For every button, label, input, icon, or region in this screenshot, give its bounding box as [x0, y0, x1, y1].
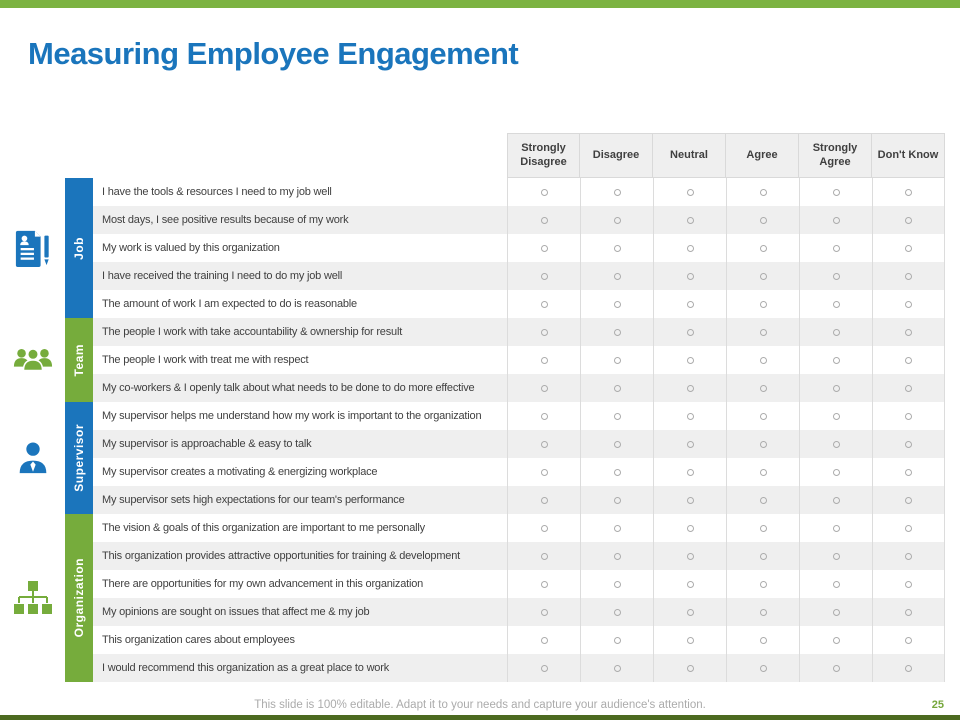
answer-cell — [653, 206, 726, 234]
answer-cell — [872, 598, 945, 626]
survey-group — [0, 402, 945, 514]
answer-cell — [653, 318, 726, 346]
answer-cell — [799, 318, 872, 346]
answer-cell — [653, 514, 726, 542]
answer-cell — [872, 542, 945, 570]
radio-option[interactable] — [833, 581, 840, 588]
radio-option[interactable] — [905, 525, 912, 532]
answer-cell — [872, 374, 945, 402]
table-row — [93, 458, 945, 486]
question-text: My supervisor creates a motivating & energizing workplace — [102, 466, 378, 478]
radio-option[interactable] — [760, 329, 767, 336]
answer-cell — [507, 514, 580, 542]
answer-cell — [507, 206, 580, 234]
column-header: Disagree — [580, 133, 653, 178]
answer-cell — [580, 458, 653, 486]
radio-option[interactable] — [760, 357, 767, 364]
radio-option[interactable] — [905, 329, 912, 336]
answer-cell — [580, 626, 653, 654]
answer-cell — [799, 234, 872, 262]
answer-cell — [872, 234, 945, 262]
answer-cell — [507, 430, 580, 458]
answer-cell — [726, 262, 799, 290]
question-text: The people I work with treat me with respect — [102, 354, 309, 366]
answer-cell — [872, 206, 945, 234]
answer-cell — [726, 458, 799, 486]
group-icon-cell — [0, 178, 65, 318]
answer-cell — [799, 430, 872, 458]
radio-option[interactable] — [760, 273, 767, 280]
answer-cell — [653, 458, 726, 486]
answer-cell — [580, 262, 653, 290]
answer-cell — [726, 178, 799, 206]
question-text: There are opportunities for my own advancement in this organization — [102, 578, 424, 590]
radio-option[interactable] — [687, 357, 694, 364]
table-row — [93, 570, 945, 598]
question-text: My supervisor sets high expectations for our team's performance — [102, 494, 405, 506]
answer-cell — [872, 346, 945, 374]
column-header: Strongly Agree — [799, 133, 872, 178]
job-document-icon — [14, 228, 52, 268]
radio-option[interactable] — [905, 497, 912, 504]
radio-option[interactable] — [760, 609, 767, 616]
radio-option[interactable] — [614, 497, 621, 504]
radio-option[interactable] — [687, 413, 694, 420]
radio-option[interactable] — [614, 413, 621, 420]
group-rows — [93, 178, 945, 318]
answer-cell — [799, 178, 872, 206]
radio-option[interactable] — [541, 637, 548, 644]
table-row — [93, 514, 945, 542]
answer-cell — [580, 598, 653, 626]
radio-option[interactable] — [541, 525, 548, 532]
answer-cell — [726, 402, 799, 430]
answer-cell — [580, 430, 653, 458]
radio-option[interactable] — [833, 525, 840, 532]
radio-option[interactable] — [541, 385, 548, 392]
table-row — [93, 346, 945, 374]
table-row — [93, 486, 945, 514]
radio-option[interactable] — [760, 189, 767, 196]
radio-option[interactable] — [687, 553, 694, 560]
radio-option[interactable] — [760, 581, 767, 588]
radio-option[interactable] — [687, 637, 694, 644]
answer-cell — [872, 318, 945, 346]
answer-cell — [653, 486, 726, 514]
answer-cell — [726, 514, 799, 542]
answer-cell — [653, 570, 726, 598]
radio-option[interactable] — [905, 441, 912, 448]
radio-option[interactable] — [833, 329, 840, 336]
radio-option[interactable] — [687, 385, 694, 392]
table-row — [93, 402, 945, 430]
answer-cell — [872, 430, 945, 458]
radio-option[interactable] — [833, 553, 840, 560]
answer-cell — [653, 178, 726, 206]
radio-option[interactable] — [541, 189, 548, 196]
radio-option[interactable] — [833, 441, 840, 448]
radio-option[interactable] — [541, 497, 548, 504]
table-row — [93, 626, 945, 654]
answer-cell — [653, 374, 726, 402]
supervisor-person-icon — [17, 441, 49, 475]
organization-chart-icon — [13, 580, 53, 616]
answer-cell — [872, 290, 945, 318]
answer-cell — [872, 262, 945, 290]
answer-cell — [507, 318, 580, 346]
answer-cell — [799, 486, 872, 514]
table-row — [93, 542, 945, 570]
answer-cell — [580, 234, 653, 262]
radio-option[interactable] — [614, 301, 621, 308]
radio-option[interactable] — [541, 273, 548, 280]
radio-option[interactable] — [687, 525, 694, 532]
answer-cell — [653, 430, 726, 458]
group-band — [65, 178, 93, 318]
radio-option[interactable] — [687, 245, 694, 252]
group-label: Organization — [72, 558, 86, 638]
radio-option[interactable] — [541, 441, 548, 448]
answer-cell — [653, 598, 726, 626]
answer-cell — [799, 402, 872, 430]
answer-cell — [872, 570, 945, 598]
answer-header-row — [507, 133, 945, 178]
answer-cell — [799, 570, 872, 598]
radio-option[interactable] — [760, 441, 767, 448]
radio-option[interactable] — [541, 329, 548, 336]
question-text: I would recommend this organization as a great place to work — [102, 662, 389, 674]
radio-option[interactable] — [687, 441, 694, 448]
answer-cell — [799, 374, 872, 402]
answer-cell — [580, 206, 653, 234]
answer-cell — [799, 598, 872, 626]
column-header: Don't Know — [872, 133, 945, 178]
question-text: My work is valued by this organization — [102, 242, 280, 254]
radio-option[interactable] — [833, 497, 840, 504]
radio-option[interactable] — [760, 217, 767, 224]
answer-cell — [507, 542, 580, 570]
radio-option[interactable] — [541, 413, 548, 420]
answer-cell — [507, 570, 580, 598]
radio-option[interactable] — [614, 189, 621, 196]
group-band — [65, 402, 93, 514]
radio-option[interactable] — [614, 329, 621, 336]
answer-cell — [726, 654, 799, 682]
answer-cell — [653, 346, 726, 374]
answer-cell — [580, 514, 653, 542]
answer-cell — [726, 486, 799, 514]
answer-cell — [872, 654, 945, 682]
answer-cell — [872, 402, 945, 430]
group-icon-cell — [0, 402, 65, 514]
question-text: My opinions are sought on issues that affect me & my job — [102, 606, 370, 618]
table-row — [93, 290, 945, 318]
radio-option[interactable] — [541, 301, 548, 308]
answer-cell — [580, 486, 653, 514]
answer-cell — [799, 626, 872, 654]
radio-option[interactable] — [687, 497, 694, 504]
group-band — [65, 514, 93, 682]
radio-option[interactable] — [687, 609, 694, 616]
radio-option[interactable] — [687, 329, 694, 336]
answer-cell — [799, 458, 872, 486]
answer-cell — [507, 626, 580, 654]
question-text: My supervisor is approachable & easy to talk — [102, 438, 312, 450]
radio-option[interactable] — [760, 245, 767, 252]
radio-option[interactable] — [614, 273, 621, 280]
answer-cell — [799, 290, 872, 318]
radio-option[interactable] — [614, 665, 621, 672]
radio-option[interactable] — [541, 553, 548, 560]
radio-option[interactable] — [614, 217, 621, 224]
page-number: 25 — [931, 699, 944, 711]
radio-option[interactable] — [833, 609, 840, 616]
question-text: Most days, I see positive results because of my work — [102, 214, 349, 226]
answer-cell — [507, 290, 580, 318]
radio-option[interactable] — [905, 553, 912, 560]
radio-option[interactable] — [614, 609, 621, 616]
table-row — [93, 654, 945, 682]
table-row — [93, 318, 945, 346]
radio-option[interactable] — [905, 385, 912, 392]
radio-option[interactable] — [687, 665, 694, 672]
answer-cell — [726, 626, 799, 654]
table-row — [93, 234, 945, 262]
radio-option[interactable] — [905, 609, 912, 616]
radio-option[interactable] — [760, 413, 767, 420]
answer-cell — [580, 318, 653, 346]
answer-cell — [580, 374, 653, 402]
footer-note: This slide is 100% editable. Adapt it to your needs and capture your audience's attention. — [254, 699, 706, 711]
radio-option[interactable] — [687, 189, 694, 196]
answer-cell — [507, 262, 580, 290]
radio-option[interactable] — [614, 553, 621, 560]
bottom-accent-bar — [0, 715, 960, 720]
answer-cell — [507, 346, 580, 374]
radio-option[interactable] — [905, 637, 912, 644]
question-text: I have the tools & resources I need to my job well — [102, 186, 332, 198]
question-text: I have received the training I need to do my job well — [102, 270, 343, 282]
answer-cell — [726, 290, 799, 318]
table-row — [93, 206, 945, 234]
radio-option[interactable] — [833, 189, 840, 196]
engagement-survey-table — [0, 133, 945, 682]
table-row — [93, 598, 945, 626]
radio-option[interactable] — [905, 245, 912, 252]
radio-option[interactable] — [541, 245, 548, 252]
radio-option[interactable] — [614, 525, 621, 532]
answer-cell — [726, 206, 799, 234]
radio-option[interactable] — [760, 525, 767, 532]
group-label: Team — [72, 343, 86, 377]
radio-option[interactable] — [905, 665, 912, 672]
answer-cell — [507, 458, 580, 486]
answer-cell — [507, 234, 580, 262]
radio-option[interactable] — [905, 273, 912, 280]
radio-option[interactable] — [614, 637, 621, 644]
radio-option[interactable] — [687, 469, 694, 476]
radio-option[interactable] — [541, 609, 548, 616]
radio-option[interactable] — [614, 385, 621, 392]
radio-option[interactable] — [760, 469, 767, 476]
top-accent-bar — [0, 0, 960, 8]
answer-cell — [580, 290, 653, 318]
answer-cell — [580, 402, 653, 430]
survey-group — [0, 318, 945, 402]
radio-option[interactable] — [541, 581, 548, 588]
table-row — [93, 374, 945, 402]
answer-cell — [507, 374, 580, 402]
group-label: Job — [72, 236, 86, 260]
answer-cell — [872, 178, 945, 206]
page-title: Measuring Employee Engagement — [28, 36, 519, 71]
question-text: This organization provides attractive opportunities for training & development — [102, 550, 460, 562]
radio-option[interactable] — [687, 217, 694, 224]
answer-cell — [726, 374, 799, 402]
radio-option[interactable] — [833, 245, 840, 252]
survey-group — [0, 178, 945, 318]
answer-cell — [653, 402, 726, 430]
radio-option[interactable] — [833, 385, 840, 392]
answer-cell — [507, 402, 580, 430]
answer-cell — [507, 178, 580, 206]
answer-cell — [507, 598, 580, 626]
answer-cell — [872, 626, 945, 654]
radio-option[interactable] — [687, 273, 694, 280]
radio-option[interactable] — [760, 497, 767, 504]
answer-cell — [580, 570, 653, 598]
radio-option[interactable] — [760, 637, 767, 644]
answer-cell — [507, 486, 580, 514]
table-row — [93, 262, 945, 290]
radio-option[interactable] — [614, 581, 621, 588]
answer-cell — [799, 654, 872, 682]
radio-option[interactable] — [905, 357, 912, 364]
answer-cell — [799, 262, 872, 290]
survey-groups — [0, 178, 945, 682]
answer-cell — [872, 514, 945, 542]
radio-option[interactable] — [833, 665, 840, 672]
group-rows — [93, 318, 945, 402]
radio-option[interactable] — [833, 413, 840, 420]
radio-option[interactable] — [541, 469, 548, 476]
answer-cell — [653, 542, 726, 570]
question-text: The vision & goals of this organization are important to me personally — [102, 522, 425, 534]
answer-cell — [799, 346, 872, 374]
group-icon-cell — [0, 318, 65, 402]
radio-option[interactable] — [614, 469, 621, 476]
answer-cell — [653, 234, 726, 262]
radio-option[interactable] — [833, 637, 840, 644]
radio-option[interactable] — [760, 301, 767, 308]
table-row — [93, 178, 945, 206]
column-header: Strongly Disagree — [507, 133, 580, 178]
radio-option[interactable] — [905, 413, 912, 420]
team-people-icon — [12, 345, 54, 375]
answer-cell — [726, 570, 799, 598]
answer-cell — [653, 626, 726, 654]
answer-cell — [799, 542, 872, 570]
table-row — [93, 430, 945, 458]
radio-option[interactable] — [760, 385, 767, 392]
radio-option[interactable] — [541, 357, 548, 364]
answer-cell — [507, 654, 580, 682]
radio-option[interactable] — [833, 217, 840, 224]
answer-cell — [653, 654, 726, 682]
radio-option[interactable] — [905, 581, 912, 588]
column-header: Neutral — [653, 133, 726, 178]
answer-cell — [580, 346, 653, 374]
radio-option[interactable] — [833, 273, 840, 280]
question-text: My supervisor helps me understand how my work is important to the organization — [102, 410, 482, 422]
answer-cell — [726, 318, 799, 346]
group-rows — [93, 402, 945, 514]
radio-option[interactable] — [905, 469, 912, 476]
answer-cell — [580, 178, 653, 206]
radio-option[interactable] — [687, 581, 694, 588]
radio-option[interactable] — [760, 553, 767, 560]
radio-option[interactable] — [687, 301, 694, 308]
group-rows — [93, 514, 945, 682]
radio-option[interactable] — [614, 357, 621, 364]
answer-cell — [726, 542, 799, 570]
radio-option[interactable] — [760, 665, 767, 672]
radio-option[interactable] — [833, 469, 840, 476]
group-label: Supervisor — [72, 424, 86, 492]
radio-option[interactable] — [905, 301, 912, 308]
radio-option[interactable] — [614, 441, 621, 448]
answer-cell — [799, 206, 872, 234]
question-text: The people I work with take accountability & ownership for result — [102, 326, 403, 338]
group-icon-cell — [0, 514, 65, 682]
answer-cell — [580, 542, 653, 570]
question-text: The amount of work I am expected to do is reasonable — [102, 298, 357, 310]
answer-cell — [726, 430, 799, 458]
answer-cell — [653, 290, 726, 318]
radio-option[interactable] — [541, 665, 548, 672]
answer-cell — [726, 234, 799, 262]
radio-option[interactable] — [905, 189, 912, 196]
answer-cell — [799, 514, 872, 542]
answer-cell — [726, 598, 799, 626]
answer-cell — [580, 654, 653, 682]
group-band — [65, 318, 93, 402]
radio-option[interactable] — [833, 357, 840, 364]
answer-cell — [726, 346, 799, 374]
radio-option[interactable] — [541, 217, 548, 224]
radio-option[interactable] — [614, 245, 621, 252]
radio-option[interactable] — [905, 217, 912, 224]
answer-cell — [653, 262, 726, 290]
answer-cell — [872, 486, 945, 514]
answer-cell — [872, 458, 945, 486]
column-header: Agree — [726, 133, 799, 178]
survey-group — [0, 514, 945, 682]
question-text: My co-workers & I openly talk about what needs to be done to do more effective — [102, 382, 475, 394]
radio-option[interactable] — [833, 301, 840, 308]
question-text: This organization cares about employees — [102, 634, 295, 646]
